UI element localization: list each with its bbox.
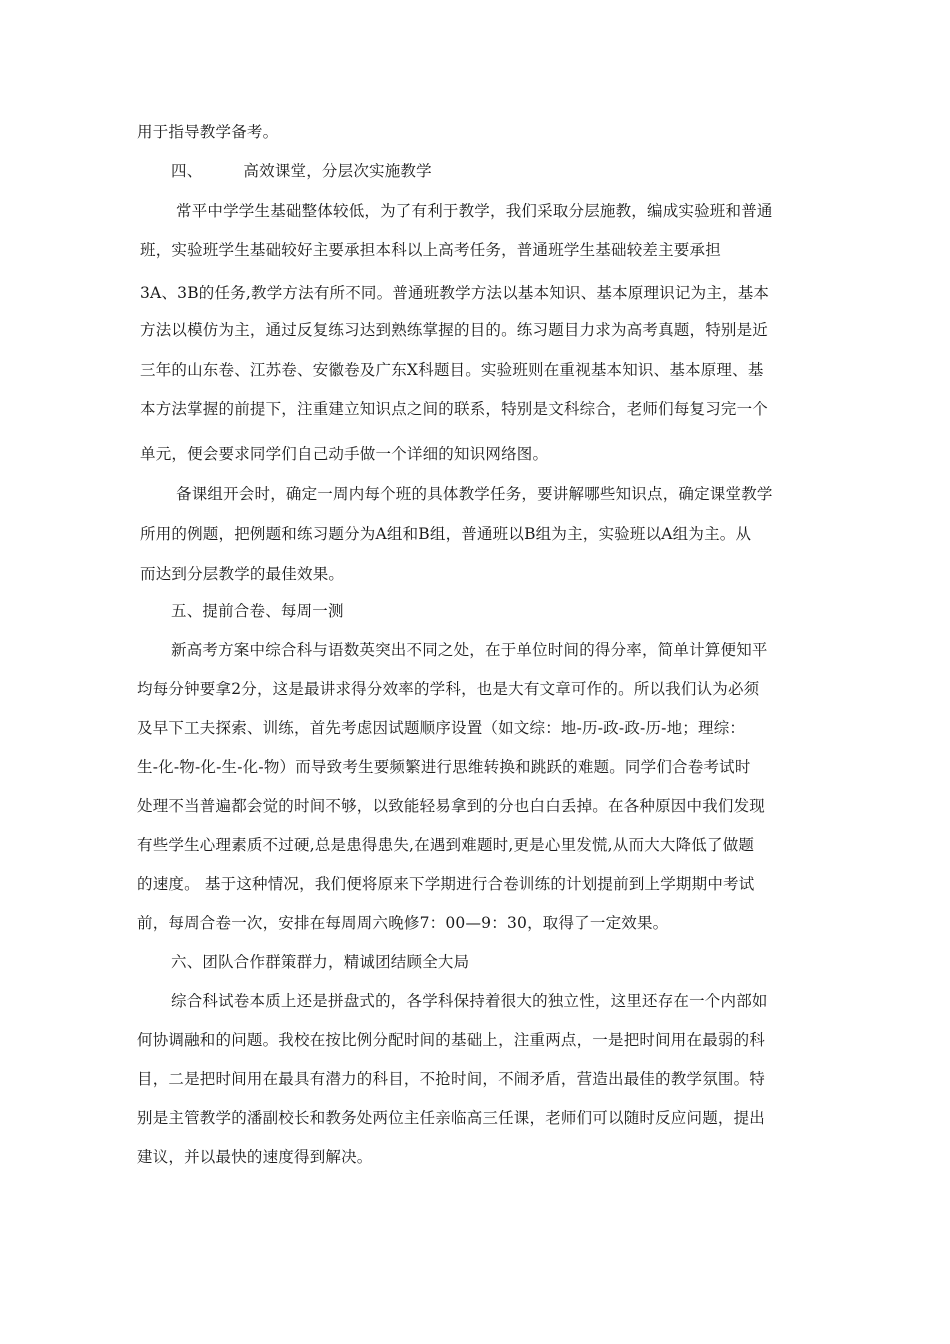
paragraph-line: 备课组开会时，确定一周内每个班的具体教学任务，要讲解哪些知识点，确定课堂教学	[176, 485, 773, 503]
paragraph-line: 用于指导教学备考。	[137, 123, 279, 141]
paragraph-line: 有些学生心理素质不过硬,总是患得患失,在遇到难题时,更是心里发慌,从而大大降低了做题	[137, 836, 755, 854]
paragraph-line: 生-化-物-化-生-化-物）而导致考生要频繁进行思维转换和跳跃的难题。同学们合卷考试时	[137, 758, 751, 776]
paragraph-line: 目，二是把时间用在最具有潜力的科目，不抢时间，不闹矛盾，营造出最佳的教学氛围。特	[137, 1070, 766, 1088]
section-heading-4: 四、 高效课堂，分层次实施教学	[171, 162, 432, 180]
paragraph-line: 新高考方案中综合科与语数英突出不同之处，在于单位时间的得分率，简单计算便知平	[171, 641, 768, 659]
paragraph-line: 方法以模仿为主，通过反复练习达到熟练掌握的目的。练习题目力求为高考真题，特别是近	[140, 321, 769, 339]
paragraph-line: 而达到分层教学的最佳效果。	[140, 565, 345, 583]
section-heading-6: 六、团队合作群策群力，精诚团结顾全大局	[171, 953, 470, 971]
paragraph-line: 综合科试卷本质上还是拼盘式的，各学科保持着很大的独立性，这里还存在一个内部如	[171, 992, 768, 1010]
paragraph-line: 3A、3B的任务,教学方法有所不同。普通班教学方法以基本知识、基本原理识记为主，基本	[140, 284, 770, 302]
paragraph-line: 别是主管教学的潘副校长和教务处两位主任亲临高三任课，老师们可以随时反应问题，提出	[137, 1109, 766, 1127]
section-heading-5: 五、提前合卷、每周一测	[171, 602, 344, 620]
paragraph-line: 均每分钟要拿2分，这是最讲求得分效率的学科，也是大有文章可作的。所以我们认为必须	[137, 680, 760, 698]
paragraph-line: 的速度。 基于这种情况，我们便将原来下学期进行合卷训练的计划提前到上学期期中考试	[137, 875, 755, 893]
paragraph-line: 何协调融和的问题。我校在按比例分配时间的基础上，注重两点，一是把时间用在最弱的科	[137, 1031, 766, 1049]
paragraph-line: 建议，并以最快的速度得到解决。	[137, 1148, 373, 1166]
paragraph-line: 及早下工夫探索、训练，首先考虑因试题顺序设置（如文综：地-历-政-政-历-地；理综：	[137, 719, 746, 737]
paragraph-line: 所用的例题，把例题和练习题分为A组和B组，普通班以B组为主，实验班以A组为主。从	[140, 525, 752, 543]
paragraph-line: 常平中学学生基础整体较低，为了有利于教学，我们采取分层施教，编成实验班和普通	[176, 202, 773, 220]
paragraph-line: 前，每周合卷一次，安排在每周周六晚修7：00—9：30，取得了一定效果。	[137, 914, 669, 932]
paragraph-line: 班，实验班学生基础较好主要承担本科以上高考任务，普通班学生基础较差主要承担	[140, 241, 721, 259]
paragraph-line: 本方法掌握的前提下，注重建立知识点之间的联系，特别是文科综合，老师们每复习完一个	[140, 400, 769, 418]
paragraph-line: 处理不当普遍都会觉的时间不够，以致能轻易拿到的分也白白丢掉。在各种原因中我们发现	[137, 797, 766, 815]
paragraph-line: 三年的山东卷、江苏卷、安徽卷及广东X科题目。实验班则在重视基本知识、基本原理、基	[140, 361, 764, 379]
paragraph-line: 单元，便会要求同学们自己动手做一个详细的知识网络图。	[140, 445, 549, 463]
